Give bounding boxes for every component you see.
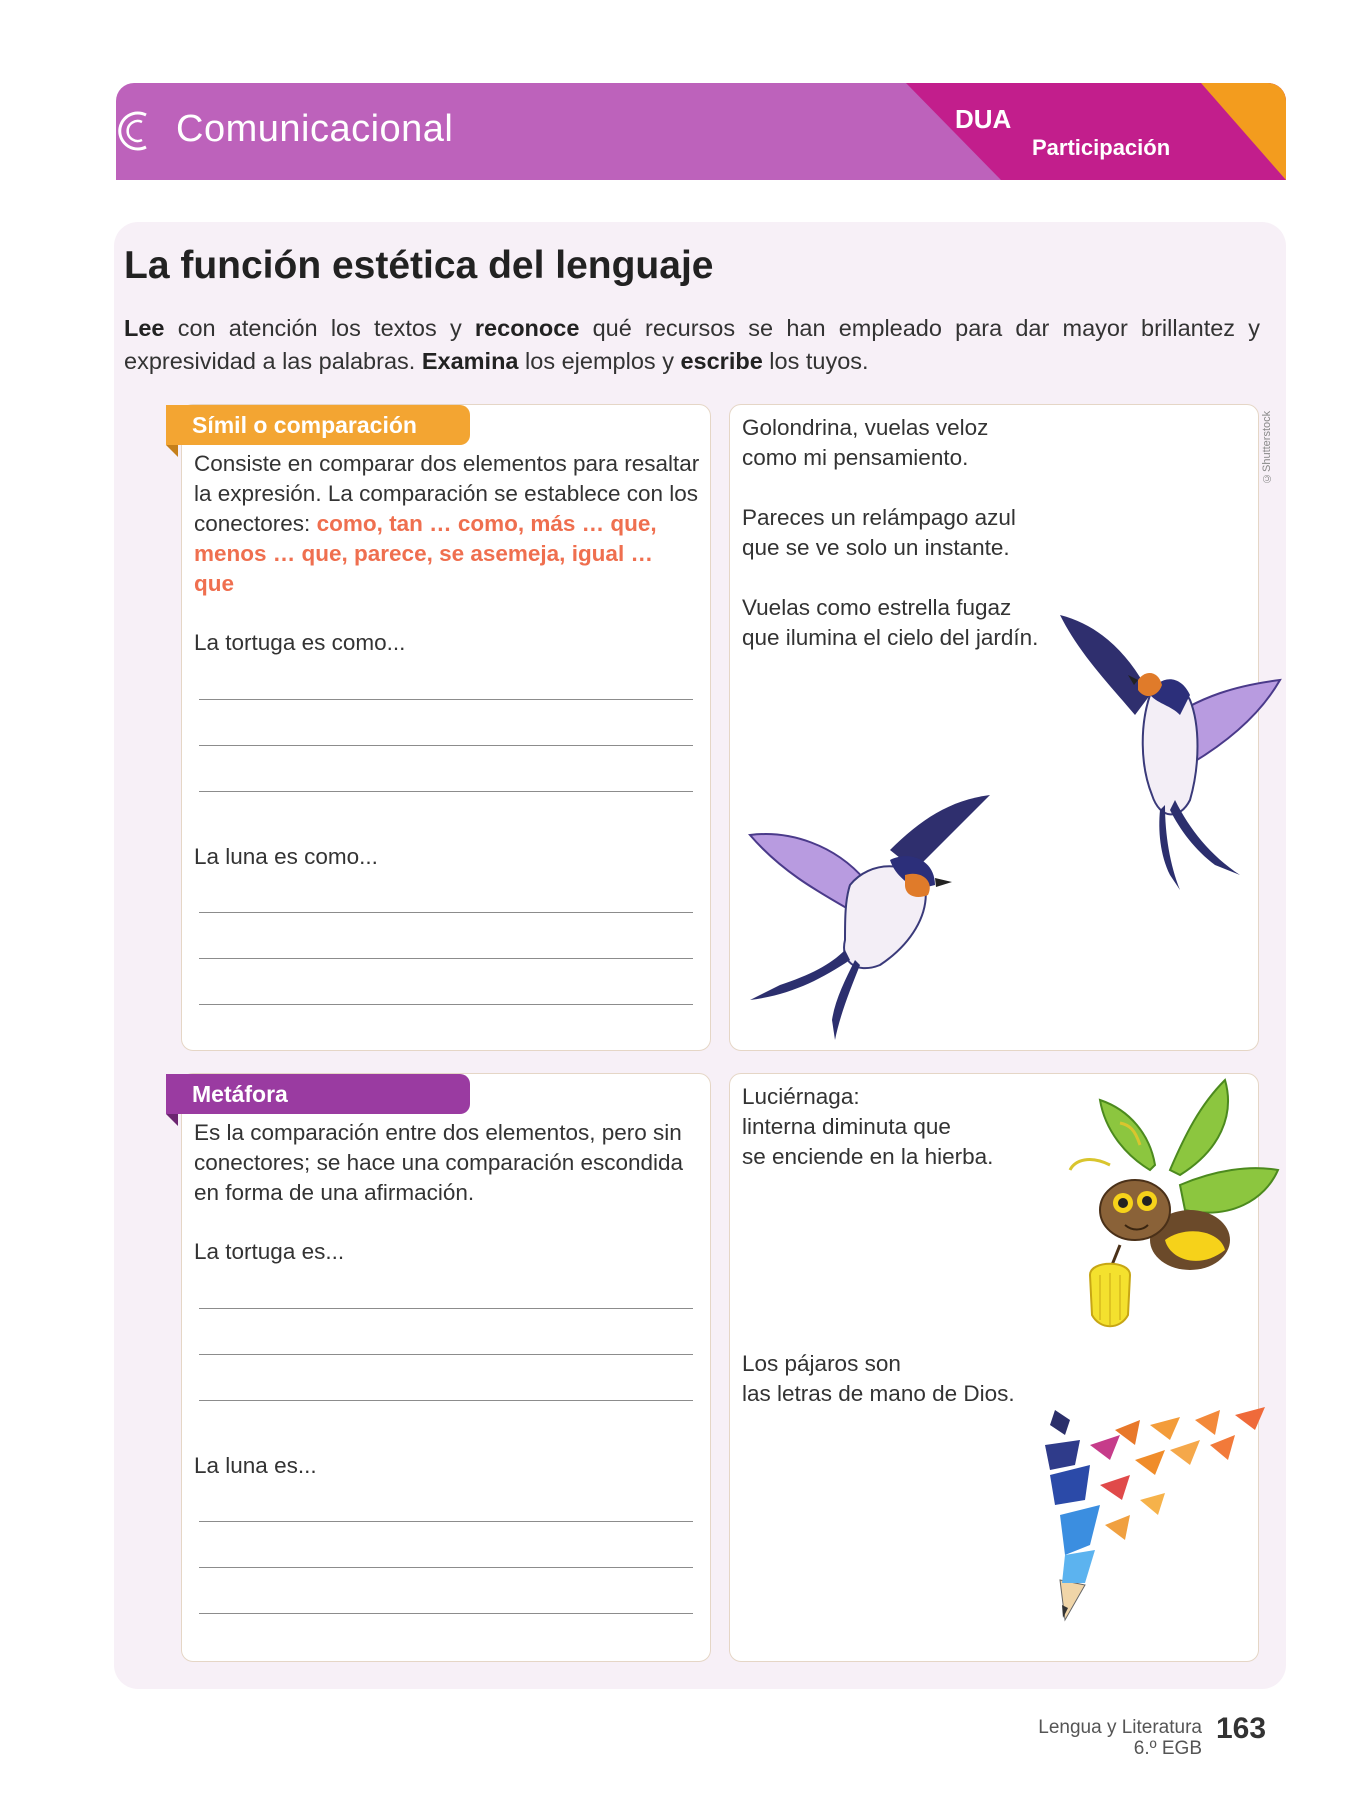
metafora-definition xyxy=(194,1118,683,1208)
intro-verb-examina: Examina xyxy=(421,348,519,374)
metafora-example-2 xyxy=(742,1349,1015,1409)
answer-line[interactable] xyxy=(199,745,693,746)
intro-text-2: qué recursos se han empleado para dar mayor brillantez y expresividad a las palabras. xyxy=(124,315,1261,374)
dua-subtitle: Participación xyxy=(1032,135,1171,160)
intro-verb-reconoce: reconoce xyxy=(474,315,580,341)
poem-line: como mi pensamiento. xyxy=(742,445,969,470)
poem-line: se enciende en la hierba. xyxy=(742,1144,994,1169)
simil-connectors: menos … que, parece, se asemeja, igual … xyxy=(194,541,653,566)
intro-verb-escribe: escribe xyxy=(680,348,763,374)
intro-text-1: con atención los textos y xyxy=(164,315,475,341)
intro-paragraph xyxy=(124,312,1260,378)
metafora-label: Metáfora xyxy=(166,1074,470,1114)
poem-line: linterna diminuta que xyxy=(742,1114,951,1139)
simil-examples-text xyxy=(742,413,1038,653)
dua-title: DUA xyxy=(955,104,1012,134)
answer-line[interactable] xyxy=(199,1521,693,1522)
intro-text-4: los tuyos. xyxy=(762,348,869,374)
footer-book-title: Lengua y Literatura xyxy=(1038,1717,1202,1738)
answer-line[interactable] xyxy=(199,791,693,792)
answer-line[interactable] xyxy=(199,958,693,959)
poem-line: las letras de mano de Dios. xyxy=(742,1381,1015,1406)
answer-line[interactable] xyxy=(199,699,693,700)
image-credit: ©Shutterstock xyxy=(1261,410,1273,484)
poem-line: Luciérnaga: xyxy=(742,1084,860,1109)
footer-book-info xyxy=(1038,1717,1202,1759)
answer-line[interactable] xyxy=(199,1400,693,1401)
simil-connectors: como, tan … como, más … que, xyxy=(316,511,657,536)
page-title: La función estética del lenguaje xyxy=(124,244,714,287)
simil-connectors: que xyxy=(194,571,235,596)
poem-line: Vuelas como estrella fugaz xyxy=(742,595,1012,620)
answer-line[interactable] xyxy=(199,1354,693,1355)
simil-def-line: Consiste en comparar dos elementos para resaltar xyxy=(194,451,700,476)
section-header xyxy=(116,83,1286,180)
swallow-icon xyxy=(1040,605,1285,890)
metafora-def-line: Es la comparación entre dos elementos, pero sin xyxy=(194,1120,682,1145)
metafora-example-1 xyxy=(742,1082,993,1172)
c-logo-icon xyxy=(116,107,156,155)
simil-definition xyxy=(194,449,699,599)
poem-line: Pareces un relámpago azul xyxy=(742,505,1016,530)
metafora-prompt-tortuga: La tortuga es... xyxy=(194,1239,345,1264)
simil-prompt-luna: La luna es como... xyxy=(194,844,378,869)
poem-line: que ilumina el cielo del jardín. xyxy=(742,625,1039,650)
simil-label: Símil o comparación xyxy=(166,405,470,445)
page-number: 163 xyxy=(1216,1712,1267,1745)
poem-line: que se ve solo un instante. xyxy=(742,535,1010,560)
metafora-prompt-luna: La luna es... xyxy=(194,1453,317,1478)
metafora-def-line: conectores; se hace una comparación escondida xyxy=(194,1150,684,1175)
answer-line[interactable] xyxy=(199,1004,693,1005)
simil-def-line: conectores: xyxy=(194,511,317,536)
intro-verb-lee: Lee xyxy=(124,315,165,341)
answer-line[interactable] xyxy=(199,912,693,913)
firefly-icon xyxy=(1050,1075,1280,1335)
swallow-icon xyxy=(740,790,995,1040)
simil-def-line: la expresión. La comparación se establece con los xyxy=(194,481,699,506)
simil-prompt-tortuga: La tortuga es como... xyxy=(194,630,406,655)
answer-line[interactable] xyxy=(199,1567,693,1568)
footer-grade: 6.º EGB xyxy=(1133,1738,1202,1759)
poem-line: Golondrina, vuelas veloz xyxy=(742,415,989,440)
metafora-def-line: en forma de una afirmación. xyxy=(194,1180,475,1205)
intro-text-3: los ejemplos y xyxy=(518,348,681,374)
answer-line[interactable] xyxy=(199,1613,693,1614)
pencil-birds-icon xyxy=(1030,1405,1270,1640)
poem-line: Los pájaros son xyxy=(742,1351,901,1376)
area-title: Comunicacional xyxy=(176,108,454,150)
answer-line[interactable] xyxy=(199,1308,693,1309)
